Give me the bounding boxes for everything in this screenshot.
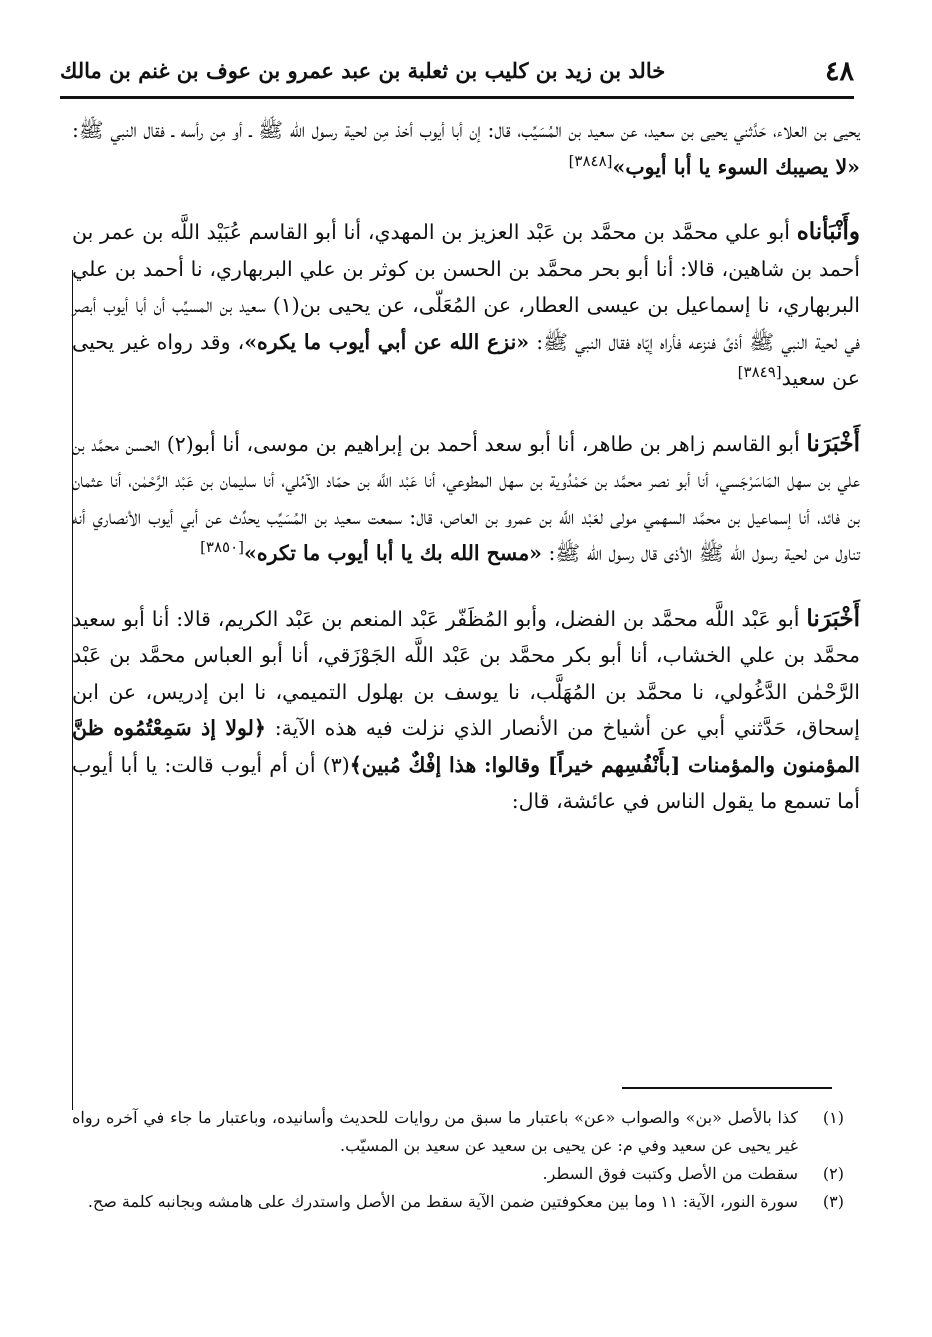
paragraph-text: أبو القاسم زاهر بن طاهر، أنا أبو سعد أحمد بن إبراهيم بن موسى، أنا أبو(٢) الحسن محمَّد بن علي بن سهل المَاسَرْجَسي، أنا أبو نصر محمَّد بن حَمْدُوية بن سهل المطوعي، أنا عَبْد اللَّه بن حمّاد الآمُلي، أنا سليمان بن عَبْد الرَّحْمٰن، أنا عثمان بن فائد، أنا إسماعيل بن محمَّد السهمي مولى لعَبْد اللَّه بن عمرو بن العاص، قال: سمعت سعيد بن المُسَيِّب يحدِّث عن أبي أيوب الأنصاري أنه تناول من لحية رسول الله ﷺ الأذى قال رسول الله ﷺ: (72, 431, 860, 565)
footnote (72, 1160, 844, 1188)
paragraph-lead: أَخْبَرَنا (806, 429, 861, 457)
hadith-quote: «مسح الله بك يا أبا أيوب ما تكره» (244, 541, 542, 565)
footnotes (72, 1104, 844, 1216)
footnote-number: (١) (822, 1108, 844, 1127)
hadith-quote: «نزع الله عن أبي أيوب ما يكره» (244, 329, 530, 354)
paragraph (72, 214, 860, 397)
paragraph-text: أبو عَبْد اللَّه محمَّد بن الفضل، وأبو المُظَفّر عَبْد المنعم بن عَبْد الكريم، قالا: أنا أبو سعيد محمَّد بن علي الخشاب، أنا أبو بكر محمَّد بن عَبْد اللَّه الجَوْزَقي، أنا أبو العباس محمَّد بن عَبْد الرَّحْمٰن الدَّغُولي، نا محمَّد بن المُهَلَّب، نا يوسف بن بهلول التميمي، نا ابن إدريس، عن ابن إسحاق، حَدَّثني أبي عن أشياخ من الأنصار الذي نزلت فيه هذه الآية: (72, 606, 860, 740)
footnote-text: سورة النور، الآية: ١١ وما بين معكوفتين ضمن الآية سقط من الأصل واستدرك على هامشه وبجانبه كلمة صح. (87, 1192, 798, 1211)
footnote-number: (٢) (822, 1164, 844, 1183)
page-header (60, 52, 854, 99)
page-number: ٤٨ (824, 56, 854, 87)
paragraph-after: (٣) أن أم أيوب قالت: يا أبا أيوب أما تسمع ما يقول الناس في عائشة، قال: (72, 752, 860, 813)
paragraph-lead: أَخْبَرَنا (806, 604, 860, 632)
quran-verse: ﴿لولا إذ سَمِعْتُمُوه ظنَّ المؤمنون والمؤمنات [بأَنْفُسِهم خيراً] وقالوا: هذا إفْكٌ مُبين﴾ (72, 716, 860, 777)
paragraph (72, 601, 860, 820)
paragraph (72, 112, 860, 185)
paragraph-lead: وأَنْبَأناه (796, 218, 860, 245)
footnote-text: كذا بالأصل «بن» والصواب «عن» باعتبار ما سبق من روايات للحديث وأسانيده، وباعتبار ما جاء في آخره رواه غير يحيى عن سعيد وفي م: عن يحيى بن سعيد عن سعيد بن المسيّب. (72, 1108, 798, 1155)
paragraph (72, 426, 860, 572)
footnote-number: (٣) (822, 1192, 844, 1211)
footnote (72, 1188, 844, 1216)
footnote (72, 1104, 844, 1160)
paragraph-text: يحيى بن العلاء، حَدَّثني يحيى بن سعيد، عن سعيد بن المُسَيِّب، قال: إن أبا أيوب أخذ مِن لحية رسول الله ﷺ ـ أو مِن رأسه ـ فقال النبي ﷺ: (72, 118, 860, 142)
hadith-number: [٣٨٥٠] (200, 538, 245, 557)
hadith-number: [٣٨٤٩] (737, 363, 782, 382)
running-title: خالد بن زيد بن كليب بن ثعلبة بن عبد عمرو بن عوف بن غنم بن مالك (60, 58, 666, 83)
hadith-number: [٣٨٤٨] (568, 151, 613, 170)
paragraph-text: أبو علي محمَّد بن محمَّد بن عَبْد العزيز بن المهدي، أنا أبو القاسم عُبَيْد اللَّه بن عمر بن أحمد بن شاهين، قالا: أنا أبو بحر محمَّد بن الحسن بن كوثر بن علي البربهاري، نا أحمد بن علي البربهاري، نا إسماعيل بن عيسى العطار، عن المُعَلّى، عن يحيى بن(١) سعيد بن المسيِّب أن أبا أيوب أبصر في لحية النبي ﷺ أذىً فنزعه فأراه إيّاه فقال النبي ﷺ: (72, 220, 861, 354)
footnote-rule (622, 1087, 832, 1089)
hadith-quote: «لا يصيبك السوء يا أبا أيوب» (612, 154, 860, 179)
paragraph-after: ، وقد رواه غير يحيى عن سعيد (72, 329, 860, 390)
footnote-text: سقطت من الأصل وكتبت فوق السطر. (542, 1164, 798, 1183)
main-text (72, 112, 860, 849)
